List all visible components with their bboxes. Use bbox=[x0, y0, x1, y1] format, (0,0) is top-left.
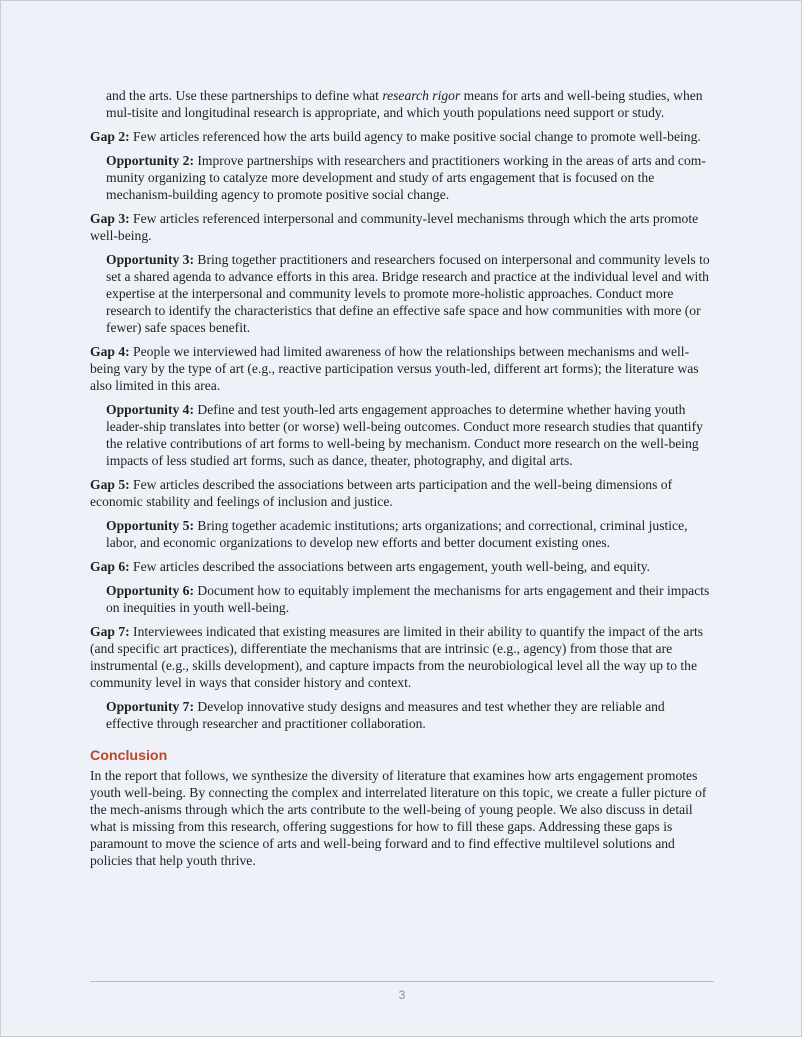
footer-divider bbox=[90, 981, 714, 982]
gap-7-label: Gap 7: bbox=[90, 624, 130, 639]
opportunity-7-text: Develop innovative study designs and measures and test whether they are reliable and effective through researcher and practitioner collaboration. bbox=[106, 699, 665, 731]
gap-5-text: Few articles described the associations between arts participation and the well-being dimensions of economic stability and feelings of inclusion and justice. bbox=[90, 477, 673, 509]
opportunity-2-paragraph bbox=[90, 152, 714, 203]
gap-3-paragraph bbox=[90, 210, 714, 244]
opportunity-7-label: Opportunity 7: bbox=[106, 699, 194, 714]
opportunity-3-text: Bring together practitioners and researchers focused on interpersonal and community levels to set a shared agenda to advance efforts in this area. Bridge research and practice at the individual level and with expertise at the interpersonal and community levels to promote more-holistic approaches. Conduct more research to identify the characteristics that define an effective safe space and how communities with more (or fewer) safe spaces benefit. bbox=[106, 252, 710, 335]
intro-text-pre: and the arts. Use these partnerships to define what bbox=[106, 88, 383, 103]
gap-2-text: Few articles referenced how the arts build agency to make positive social change to promote well-being. bbox=[129, 129, 701, 144]
opportunity-2-label: Opportunity 2: bbox=[106, 153, 194, 168]
opportunity-3-paragraph bbox=[90, 251, 714, 336]
gap-5-paragraph bbox=[90, 476, 714, 510]
intro-text-post: means for arts and well-being studies, when mul-tisite and longitudinal research is appropriate, and which youth populations need support or study. bbox=[106, 88, 703, 120]
gap-4-paragraph bbox=[90, 343, 714, 394]
gap-5-label: Gap 5: bbox=[90, 477, 130, 492]
gap-3-label: Gap 3: bbox=[90, 211, 130, 226]
gap-7-text: Interviewees indicated that existing measures are limited in their ability to quantify the impact of the arts (and specific art practices), differentiate the mechanisms that are intrinsic (e.g., agency) from those that are instrumental (e.g., skills development), and capture impacts from the neurobiological level all the way up to the community level in ways that consider history and context. bbox=[90, 624, 704, 690]
conclusion-heading: Conclusion bbox=[90, 748, 168, 764]
opportunity-7-paragraph bbox=[90, 698, 714, 732]
gap-3-text: Few articles referenced interpersonal and community-level mechanisms through which the arts promote well-being. bbox=[90, 211, 699, 243]
gap-2-label: Gap 2: bbox=[90, 129, 130, 144]
gap-7-paragraph bbox=[90, 623, 714, 691]
opportunity-6-label: Opportunity 6: bbox=[106, 583, 194, 598]
intro-emphasis: research rigor bbox=[382, 88, 461, 103]
opportunity-6-paragraph bbox=[90, 582, 714, 616]
gap-4-label: Gap 4: bbox=[90, 344, 130, 359]
opportunity-5-text: Bring together academic institutions; arts organizations; and correctional, criminal justice, labor, and economic organizations to develop new efforts and better document existing ones. bbox=[106, 518, 688, 550]
page-number: 3 bbox=[398, 988, 406, 1002]
opportunity-4-paragraph bbox=[90, 401, 714, 469]
intro-paragraph bbox=[90, 87, 714, 121]
opportunity-6-text: Document how to equitably implement the mechanisms for arts engagement and their impacts on inequities in youth well-being. bbox=[106, 583, 710, 615]
conclusion-paragraph: In the report that follows, we synthesize the diversity of literature that examines how arts engagement promotes youth well-being. By connecting the complex and interrelated literature on this topic, we create a fuller picture of the mech-anisms through which the arts contribute to the well-being of young people. We also discuss in detail what is missing from this research, offering suggestions for how to fill these gaps. Addressing these gaps is paramount to move the science of arts and well-being forward and to find effective multilevel solutions and policies that help youth thrive. bbox=[90, 768, 707, 868]
page-content bbox=[90, 87, 714, 876]
gap-6-label: Gap 6: bbox=[90, 559, 130, 574]
opportunity-2-text: Improve partnerships with researchers and practitioners working in the areas of arts and com-munity organizing to catalyze more development and study of arts engagement that is focused on the mechanism-building agency to promote positive social change. bbox=[106, 153, 706, 202]
opportunity-4-label: Opportunity 4: bbox=[106, 402, 194, 417]
opportunity-5-label: Opportunity 5: bbox=[106, 518, 194, 533]
opportunity-4-text: Define and test youth-led arts engagement approaches to determine whether having youth leader-ship translates into better (or worse) well-being outcomes. Conduct more research studies that quantify the relative contributions of art forms to well-being by mechanism. Conduct more research on the well-being impacts of less studied art forms, such as dance, theater, photography, and digital arts. bbox=[106, 402, 703, 468]
gap-4-text: People we interviewed had limited awareness of how the relationships between mechanisms and well-being vary by the type of art (e.g., reactive participation versus youth-led, different art forms); the literature was also limited in this area. bbox=[90, 344, 699, 393]
opportunity-3-label: Opportunity 3: bbox=[106, 252, 194, 267]
gap-6-text: Few articles described the associations between arts engagement, youth well-being, and equity. bbox=[129, 559, 651, 574]
opportunity-5-paragraph bbox=[90, 517, 714, 551]
gap-6-paragraph bbox=[90, 558, 714, 575]
gap-2-paragraph bbox=[90, 128, 714, 145]
